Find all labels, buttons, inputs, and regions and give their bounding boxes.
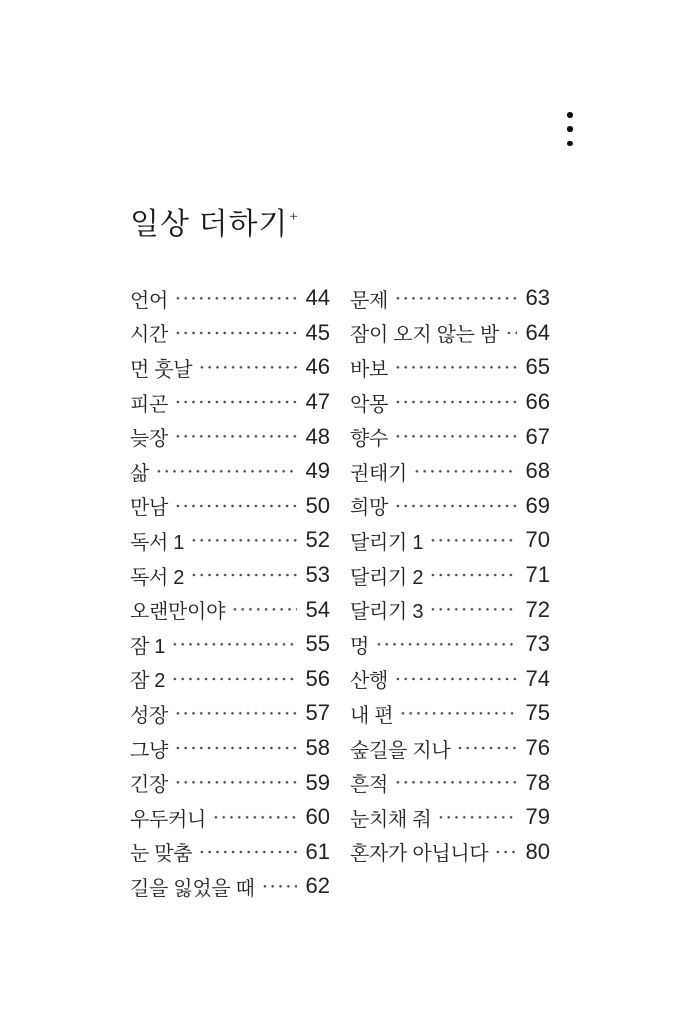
toc-entry[interactable] — [350, 281, 550, 316]
dot-leader — [190, 558, 297, 593]
toc-entry-page-number: 46 — [305, 354, 330, 380]
toc-entry-label: 바보 — [350, 358, 389, 381]
toc-entry-page-number: 73 — [525, 631, 550, 657]
toc-entry[interactable] — [350, 558, 550, 593]
dot-leader — [429, 523, 517, 558]
toc-entry-label: 멍 — [350, 635, 370, 658]
toc-entry[interactable] — [350, 696, 550, 731]
toc-entry-label: 흔적 — [350, 774, 389, 797]
kebab-dot — [567, 141, 573, 147]
toc-entry-page-number: 68 — [525, 458, 550, 484]
toc-entry-page-number: 56 — [305, 665, 330, 691]
dot-leader — [171, 627, 297, 662]
toc-entry-label: 눈치채 줘 — [350, 808, 432, 831]
dot-leader — [174, 696, 297, 731]
toc-entry-page-number: 72 — [525, 596, 550, 622]
toc-entry-page-number: 75 — [525, 700, 550, 726]
toc-entry[interactable] — [130, 316, 330, 351]
toc-entry[interactable] — [350, 419, 550, 454]
dot-leader — [174, 489, 297, 524]
toc-entry[interactable] — [350, 350, 550, 385]
toc-entry[interactable] — [130, 835, 330, 870]
toc-entry[interactable] — [130, 558, 330, 593]
dot-leader — [190, 523, 297, 558]
dot-leader — [394, 385, 517, 420]
toc-entry[interactable] — [350, 800, 550, 835]
toc-entry-page-number: 69 — [525, 492, 550, 518]
toc-entry[interactable] — [350, 454, 550, 489]
toc-entry[interactable] — [130, 419, 330, 454]
toc-entry-page-number: 67 — [525, 423, 550, 449]
kebab-dot — [567, 112, 573, 118]
toc-entry-label: 긴장 — [130, 774, 169, 797]
toc-entry[interactable] — [130, 662, 330, 697]
toc-entry-label: 성장 — [130, 704, 169, 727]
toc-entry-page-number: 53 — [305, 562, 330, 588]
toc-entry[interactable] — [350, 592, 550, 627]
toc-entry-label: 늦장 — [130, 428, 169, 451]
toc-entry-label: 그냥 — [130, 739, 169, 762]
toc-entry[interactable] — [130, 592, 330, 627]
toc-entry[interactable] — [130, 489, 330, 524]
toc-entry-label: 잠이 오지 않는 밤 — [350, 324, 499, 347]
toc-entry[interactable] — [350, 489, 550, 524]
dot-leader — [375, 627, 517, 662]
dot-leader — [394, 350, 517, 385]
toc-entry-page-number: 44 — [305, 285, 330, 311]
toc-right-column — [350, 281, 550, 904]
toc-entry-label: 독서 2 — [130, 566, 185, 589]
dot-leader — [413, 454, 517, 489]
dot-leader — [394, 281, 517, 316]
toc-entry-page-number: 79 — [525, 804, 550, 830]
section-title-superscript: + — [289, 209, 299, 225]
dot-leader — [429, 592, 517, 627]
toc-entry-page-number: 47 — [305, 389, 330, 415]
toc-entry[interactable] — [350, 627, 550, 662]
toc-entry[interactable] — [130, 627, 330, 662]
more-options-icon[interactable] — [563, 110, 577, 148]
toc-entry-page-number: 50 — [305, 492, 330, 518]
toc-entry-label: 피곤 — [130, 393, 169, 416]
toc-entry-label: 희망 — [350, 497, 389, 520]
toc-entry-label: 언어 — [130, 289, 169, 312]
toc-entry-page-number: 52 — [305, 527, 330, 553]
toc-entry-label: 문제 — [350, 289, 389, 312]
table-of-contents — [130, 281, 550, 904]
toc-entry[interactable] — [350, 765, 550, 800]
toc-entry[interactable] — [130, 385, 330, 420]
section-title — [130, 208, 299, 241]
dot-leader — [212, 800, 297, 835]
toc-entry-label: 삶 — [130, 462, 150, 485]
dot-leader — [174, 419, 297, 454]
toc-entry[interactable] — [350, 731, 550, 766]
dot-leader — [261, 869, 297, 904]
section-title-text: 일상 더하기 — [130, 208, 289, 241]
kebab-dot — [567, 126, 573, 132]
toc-entry[interactable] — [350, 662, 550, 697]
toc-entry-page-number: 64 — [525, 319, 550, 345]
toc-entry-label: 눈 맞춤 — [130, 843, 193, 866]
dot-leader — [394, 419, 517, 454]
toc-entry-label: 시간 — [130, 324, 169, 347]
toc-entry-label: 달리기 2 — [350, 566, 424, 589]
toc-left-column — [130, 281, 330, 904]
toc-entry-label: 내 편 — [350, 704, 394, 727]
toc-entry-page-number: 74 — [525, 665, 550, 691]
dot-leader — [456, 731, 517, 766]
toc-entry-page-number: 65 — [525, 354, 550, 380]
dot-leader — [437, 800, 517, 835]
toc-entry-page-number: 58 — [305, 735, 330, 761]
toc-entry-page-number: 80 — [525, 838, 550, 864]
toc-entry[interactable] — [130, 523, 330, 558]
toc-entry[interactable] — [350, 385, 550, 420]
toc-entry-label: 혼자가 아닙니다 — [350, 843, 489, 866]
dot-leader — [174, 316, 297, 351]
dot-leader — [174, 281, 297, 316]
dot-leader — [174, 731, 297, 766]
toc-entry[interactable] — [130, 800, 330, 835]
toc-entry-label: 잠 2 — [130, 670, 166, 693]
toc-entry-page-number: 49 — [305, 458, 330, 484]
toc-entry-label: 달리기 1 — [350, 531, 424, 554]
toc-entry[interactable] — [130, 350, 330, 385]
toc-entry-label: 우두커니 — [130, 808, 207, 831]
toc-entry-page-number: 71 — [525, 562, 550, 588]
dot-leader — [394, 662, 517, 697]
dot-leader — [198, 350, 297, 385]
toc-entry-page-number: 61 — [305, 838, 330, 864]
toc-entry-label: 잠 1 — [130, 635, 166, 658]
toc-entry[interactable] — [130, 454, 330, 489]
toc-entry[interactable] — [130, 869, 330, 904]
dot-leader — [174, 765, 297, 800]
toc-entry-label: 산행 — [350, 670, 389, 693]
dot-leader — [429, 558, 517, 593]
dot-leader — [494, 835, 517, 870]
toc-entry[interactable] — [130, 731, 330, 766]
toc-entry[interactable] — [350, 316, 550, 351]
dot-leader — [399, 696, 517, 731]
toc-entry-label: 만남 — [130, 497, 169, 520]
toc-entry-label: 독서 1 — [130, 531, 185, 554]
dot-leader — [231, 592, 297, 627]
dot-leader — [394, 489, 517, 524]
toc-entry-page-number: 60 — [305, 804, 330, 830]
dot-leader — [505, 316, 517, 351]
toc-entry-page-number: 54 — [305, 596, 330, 622]
dot-leader — [171, 662, 297, 697]
toc-entry[interactable] — [130, 281, 330, 316]
dot-leader — [155, 454, 297, 489]
toc-entry-page-number: 66 — [525, 389, 550, 415]
toc-entry[interactable] — [130, 765, 330, 800]
toc-entry[interactable] — [350, 523, 550, 558]
toc-entry-label: 먼 훗날 — [130, 358, 193, 381]
toc-entry[interactable] — [130, 696, 330, 731]
toc-entry-page-number: 55 — [305, 631, 330, 657]
toc-entry-label: 향수 — [350, 428, 389, 451]
dot-leader — [394, 765, 517, 800]
toc-entry-page-number: 48 — [305, 423, 330, 449]
toc-entry-label: 달리기 3 — [350, 601, 424, 624]
toc-entry[interactable] — [350, 835, 550, 870]
toc-entry-page-number: 57 — [305, 700, 330, 726]
toc-entry-label: 악몽 — [350, 393, 389, 416]
toc-entry-page-number: 70 — [525, 527, 550, 553]
dot-leader — [198, 835, 297, 870]
toc-entry-page-number: 78 — [525, 769, 550, 795]
toc-entry-label: 길을 잃었을 때 — [130, 877, 255, 900]
toc-entry-page-number: 62 — [305, 873, 330, 899]
toc-entry-page-number: 45 — [305, 319, 330, 345]
dot-leader — [174, 385, 297, 420]
toc-entry-page-number: 76 — [525, 735, 550, 761]
toc-entry-label: 오랜만이야 — [130, 601, 226, 624]
toc-entry-label: 권태기 — [350, 462, 408, 485]
toc-entry-label: 숲길을 지나 — [350, 739, 451, 762]
toc-entry-page-number: 59 — [305, 769, 330, 795]
toc-entry-page-number: 63 — [525, 285, 550, 311]
